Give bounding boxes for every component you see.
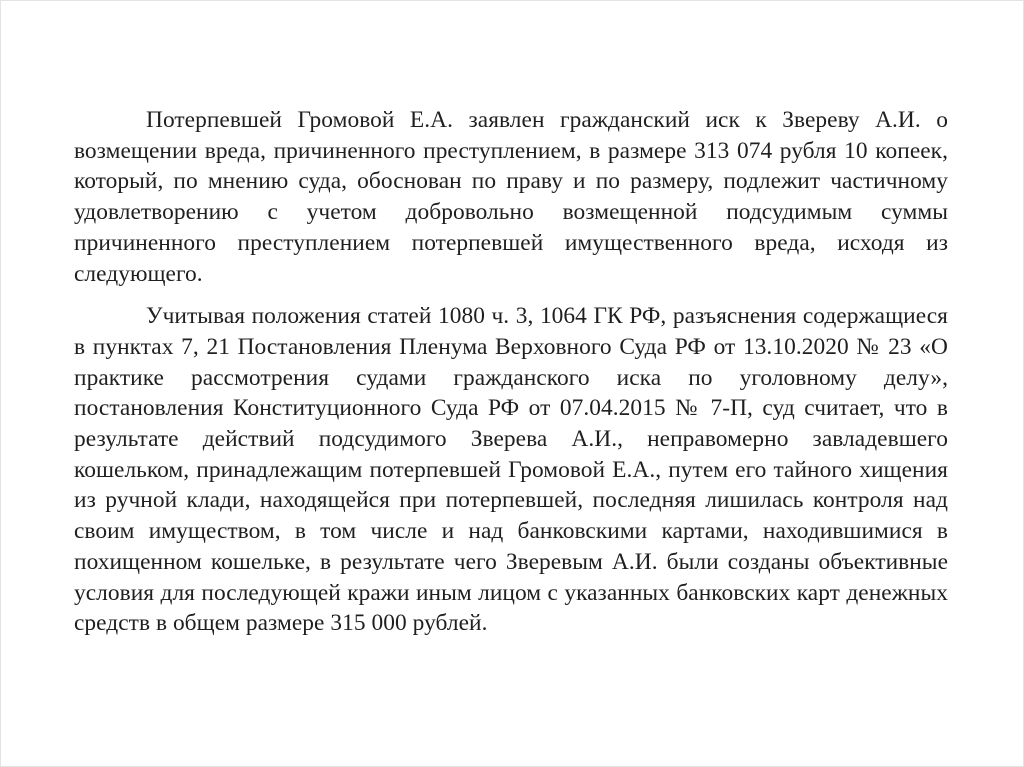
document-body bbox=[74, 105, 948, 639]
paragraph-court-reasoning: Учитывая положения статей 1080 ч. 3, 1064 ГК РФ, разъяснения содержащиеся в пунктах 7, 21 Постановления Пленума Верховного Суда РФ от 13.10.2020 № 23 «О практике рассмотрения судами гражданского иска по уголовному делу», постановления Конституционного Суда РФ от 07.04.2015 № 7-П, суд считает, что в результате действий подсудимого Зверева А.И., неправомерно завладевшего кошельком, принадлежащим потерпевшей Громовой Е.А., путем его тайного хищения из ручной клади, находящейся при потерпевшей, последняя лишилась контроля над своим имуществом, в том числе и над банковскими картами, находившимися в похищенном кошельке, в результате чего Зверевым А.И. были созданы объективные условия для последующей кражи иным лицом с указанных банковских карт денежных средств в общем размере 315 000 рублей. bbox=[74, 303, 948, 637]
paragraph-civil-claim: Потерпевшей Громовой Е.А. заявлен гражданский иск к Звереву А.И. о возмещении вреда, причиненного преступлением, в размере 313 074 рубля 10 копеек, который, по мнению суда, обоснован по праву и по размеру, подлежит частичному удовлетворению с учетом добровольно возмещенной подсудимым суммы причиненного преступлением потерпевшей имущественного вреда, исходя из следующего. bbox=[74, 107, 948, 287]
